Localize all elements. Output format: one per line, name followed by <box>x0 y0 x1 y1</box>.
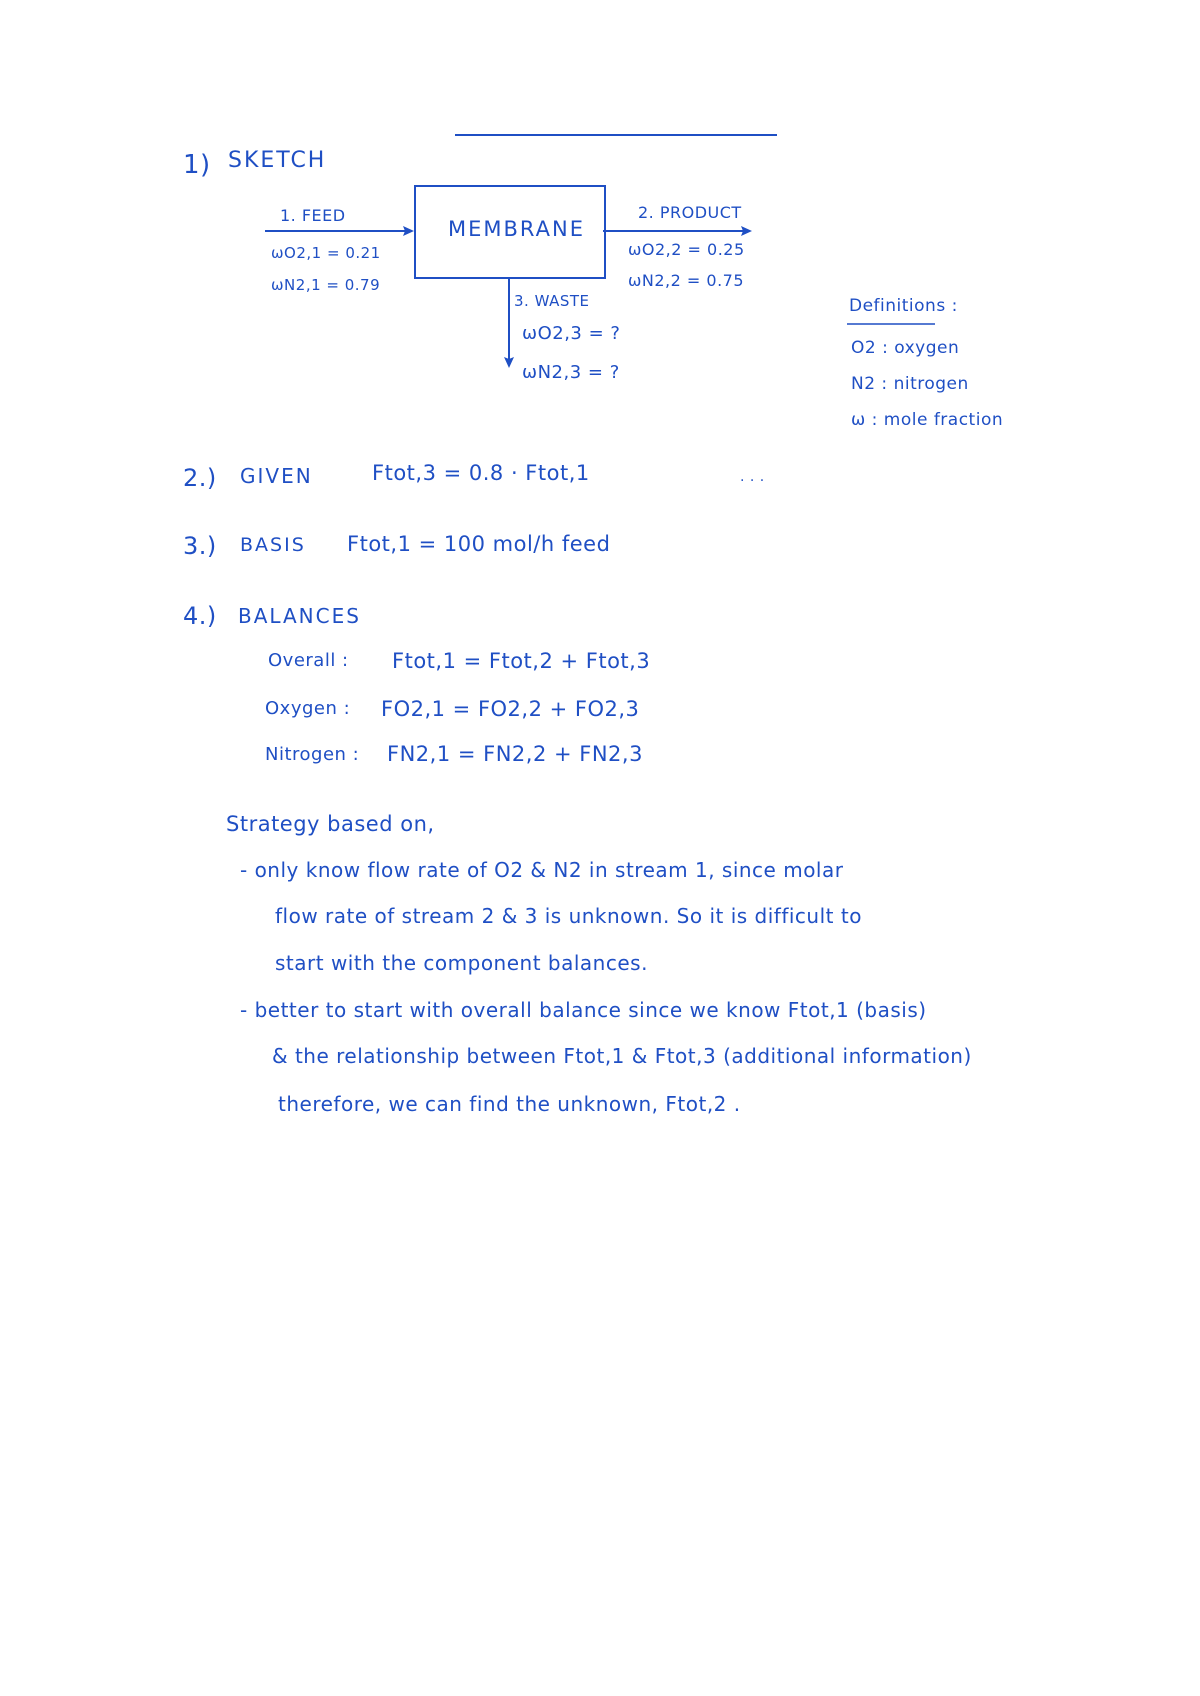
balance-label: Overall : <box>268 650 349 671</box>
balance-equation: Ftot,1 = Ftot,2 + Ftot,3 <box>392 649 651 673</box>
balance-label: Oxygen : <box>265 698 351 719</box>
section3-number: 3.) <box>183 532 217 560</box>
section2-number: 2.) <box>183 464 217 492</box>
feed-n2-fraction: ωN2,1 = 0.79 <box>271 276 381 294</box>
definitions-title: Definitions : <box>849 296 958 316</box>
section2-title: GIVEN <box>240 464 313 488</box>
feed-label: 1. FEED <box>280 206 346 225</box>
section3-title: BASIS <box>240 534 306 556</box>
balance-label: Nitrogen : <box>265 744 360 765</box>
balance-equation: FO2,1 = FO2,2 + FO2,3 <box>381 697 640 721</box>
basis-equation: Ftot,1 = 100 mol/h feed <box>347 532 611 556</box>
feed-o2-fraction: ωO2,1 = 0.21 <box>271 244 381 262</box>
strategy-line: - only know flow rate of O2 & N2 in stream 1, since molar <box>240 858 844 882</box>
given-ellipsis: . . . <box>740 469 765 485</box>
section1-number: 1) <box>183 150 211 180</box>
strategy-line: - better to start with overall balance since we know Ftot,1 (basis) <box>240 998 927 1022</box>
section4-number: 4.) <box>183 602 217 630</box>
definition-item: N2 : nitrogen <box>851 374 969 394</box>
waste-o2-fraction: ωO2,3 = ? <box>522 323 621 344</box>
definition-item: O2 : oxygen <box>851 338 960 358</box>
strategy-line: start with the component balances. <box>275 951 648 975</box>
balance-equation: FN2,1 = FN2,2 + FN2,3 <box>387 742 643 766</box>
strategy-line: flow rate of stream 2 & 3 is unknown. So it is difficult to <box>275 904 862 928</box>
membrane-label: MEMBRANE <box>448 217 585 241</box>
strategy-line: therefore, we can find the unknown, Ftot,2 . <box>278 1092 741 1116</box>
waste-n2-fraction: ωN2,3 = ? <box>522 362 620 383</box>
waste-label: 3. WASTE <box>514 292 590 310</box>
given-equation: Ftot,3 = 0.8 · Ftot,1 <box>372 461 590 485</box>
product-o2-fraction: ωO2,2 = 0.25 <box>628 240 745 259</box>
section4-title: BALANCES <box>238 604 361 628</box>
product-label: 2. PRODUCT <box>638 203 742 222</box>
definition-item: ω : mole fraction <box>851 410 1004 430</box>
strategy-line: & the relationship between Ftot,1 & Ftot,3 (additional information) <box>272 1044 972 1068</box>
section1-title: SKETCH <box>228 148 327 173</box>
product-n2-fraction: ωN2,2 = 0.75 <box>628 271 745 290</box>
strategy-heading: Strategy based on, <box>226 812 435 836</box>
